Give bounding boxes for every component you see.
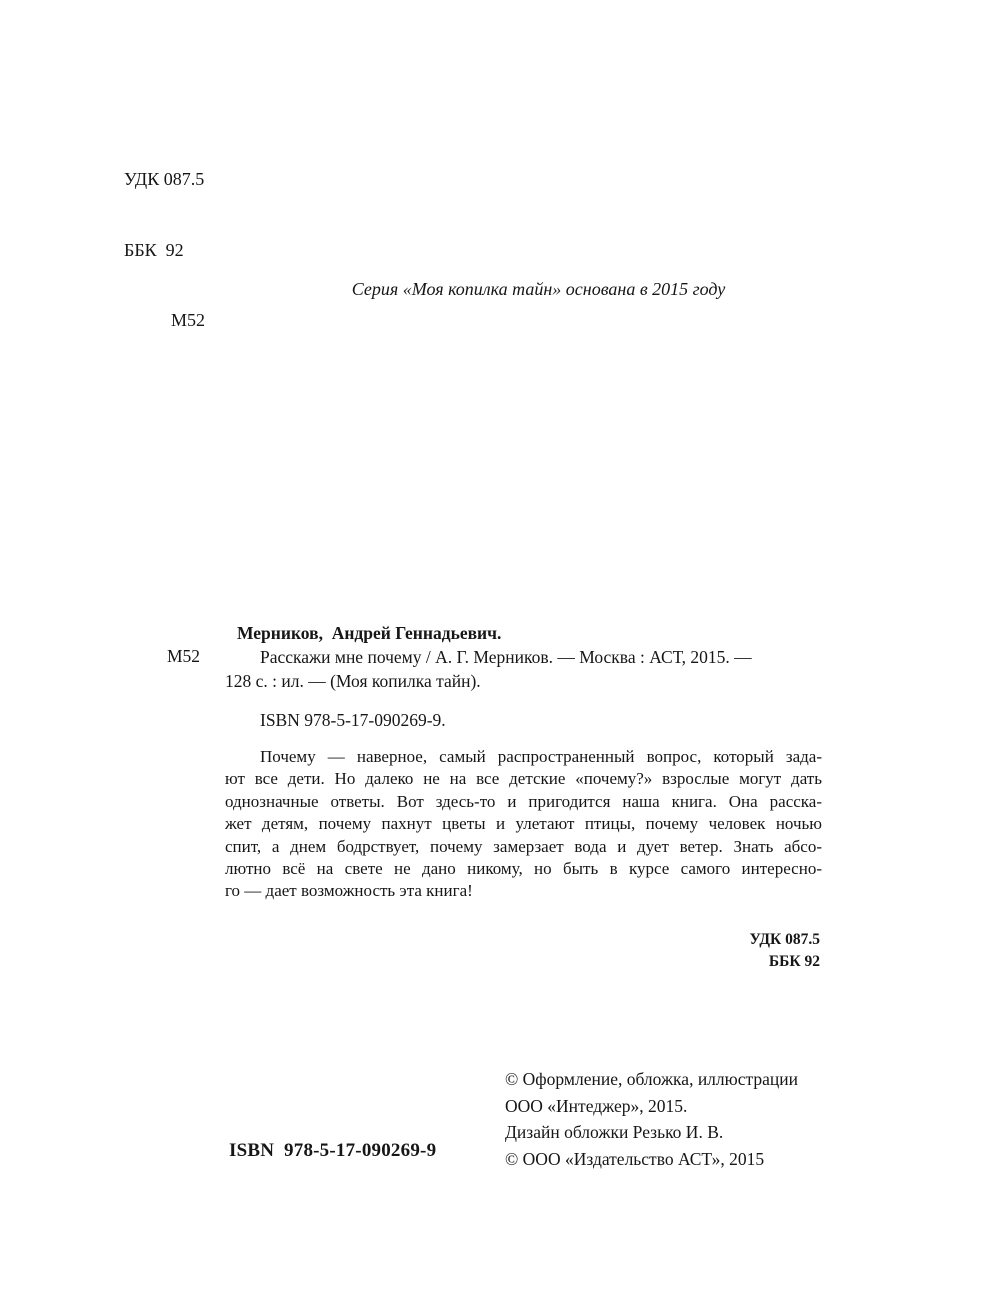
author-heading: Мерников, Андрей Геннадьевич. (237, 623, 502, 643)
author-sign-code: М52 (171, 310, 206, 330)
udk-code-footer: УДК 087.5 (749, 931, 820, 948)
catalog-author-sign: М52 (167, 646, 201, 666)
annotation-line: го — дает возможность эта книга! (225, 881, 473, 901)
annotation-line: лютно всё на свете не дано никому, но быть в курсе самого интересно- (225, 859, 822, 879)
isbn-line: ISBN 978-5-17-090269-9. (260, 710, 446, 730)
top-codes-block (124, 121, 205, 380)
annotation-line: Почему — наверное, самый распространенный вопрос, который зада- (260, 747, 822, 766)
annotation-line: спит, а днем бодрствует, почему замерзает вода и дует ветер. Знать абсо- (225, 836, 822, 856)
series-note: Серия «Моя копилка тайн» основана в 2015 году (351, 279, 726, 299)
copyright-block (505, 1066, 798, 1172)
udk-code: УДК 087.5 (124, 169, 205, 189)
copyright-line: © ООО «Издательство АСТ», 2015 (505, 1148, 765, 1169)
isbn-footer: ISBN 978-5-17-090269-9 (229, 1140, 437, 1161)
footer-codes-block (750, 929, 820, 973)
annotation-paragraph (225, 746, 822, 903)
bibliographic-description-line-1: Расскажи мне почему / А. Г. Мерников. — Москва : АСТ, 2015. — (260, 647, 752, 667)
annotation-line: жет детям, почему пахнут цветы и улетают птицы, почему человек ночью (225, 814, 822, 834)
copyright-line: © Оформление, обложка, иллюстрации (505, 1069, 798, 1089)
annotation-line: однозначные ответы. Вот здесь-то и пригодится наша книга. Она расска- (225, 791, 822, 811)
copyright-line: Дизайн обложки Резько И. В. (505, 1122, 724, 1143)
bibliographic-description-line-2: 128 с. : ил. — (Моя копилка тайн). (225, 671, 481, 691)
catalog-card (225, 621, 822, 903)
bbk-code: ББК 92 (124, 239, 184, 260)
bbk-code-footer: ББК 92 (768, 953, 820, 970)
annotation-line: ют все дети. Но далеко не на все детские «почему?» взрослые могут дать (225, 769, 822, 789)
copyright-line: ООО «Интеджер», 2015. (505, 1095, 688, 1116)
